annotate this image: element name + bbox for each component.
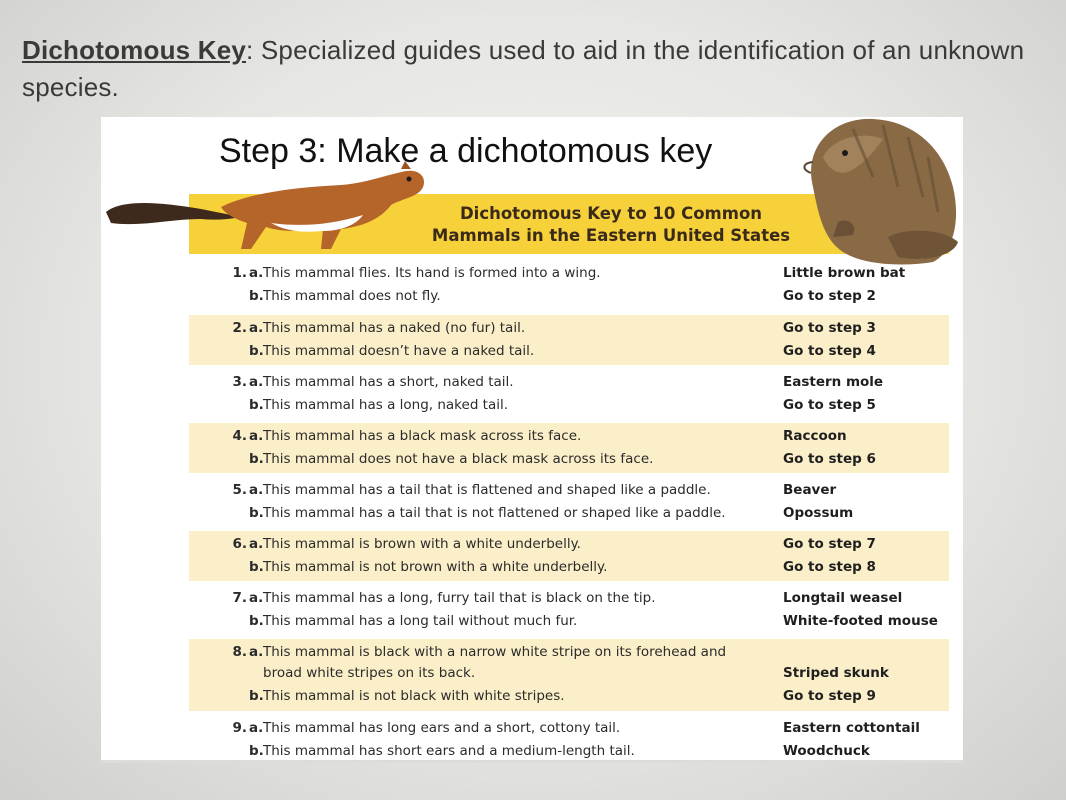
option-a-marker: a. [249, 536, 264, 552]
key-step-row [189, 423, 949, 473]
option-b-result: Go to step 6 [783, 451, 876, 467]
key-step-row [189, 585, 949, 635]
option-b-marker: b. [249, 397, 264, 413]
option-b-marker: b. [249, 451, 264, 467]
key-step-row [189, 477, 949, 527]
key-line [189, 556, 949, 578]
option-b-result: Opossum [783, 505, 854, 521]
option-a-marker: a. [249, 265, 264, 281]
option-b-marker: b. [249, 288, 264, 304]
option-b-marker: b. [249, 343, 264, 359]
key-title-line2: Mammals in the Eastern United States [431, 226, 791, 245]
option-b-marker: b. [249, 505, 264, 521]
option-a-text-cont: broad white stripes on its back. [263, 665, 476, 681]
option-a-text: This mammal has a tail that is flattened and shaped like a paddle. [263, 482, 711, 498]
step-number: 3. [232, 374, 247, 390]
option-a-text: This mammal is brown with a white underbelly. [263, 536, 581, 552]
option-a-result: Go to step 3 [783, 320, 876, 336]
key-line [189, 740, 949, 762]
option-b-text: This mammal has a long tail without much fur. [263, 613, 578, 629]
option-a-marker: a. [249, 720, 264, 736]
key-line [189, 394, 949, 416]
option-a-result: Beaver [783, 482, 837, 498]
figure-bottom-edge [101, 760, 963, 763]
option-a-result: Eastern mole [783, 374, 884, 390]
key-step-row [189, 531, 949, 581]
key-line [189, 448, 949, 470]
key-line [189, 685, 949, 707]
key-line [189, 717, 949, 739]
key-line [189, 502, 949, 524]
key-line [189, 587, 949, 609]
option-a-marker: a. [249, 428, 264, 444]
step-number: 5. [232, 482, 247, 498]
option-a-marker: a. [249, 590, 264, 606]
option-a-text: This mammal has a naked (no fur) tail. [263, 320, 526, 336]
option-a-text: This mammal has long ears and a short, cottony tail. [263, 720, 621, 736]
option-a-text: This mammal is black with a narrow white stripe on its forehead and [263, 644, 727, 660]
slide-heading [22, 32, 1032, 106]
option-a-result: Eastern cottontail [783, 720, 920, 736]
step-number: 4. [232, 428, 247, 444]
woodchuck-illustration [793, 117, 963, 267]
key-line [189, 425, 949, 447]
option-b-text: This mammal is not brown with a white underbelly. [263, 559, 608, 575]
option-a-text: This mammal has a black mask across its face. [263, 428, 582, 444]
weasel-illustration [101, 157, 431, 257]
step-number: 9. [232, 720, 247, 736]
key-line [189, 479, 949, 501]
option-b-result: Woodchuck [783, 743, 870, 759]
key-step-row [189, 639, 949, 711]
key-line [189, 317, 949, 339]
dichotomous-key-figure [101, 117, 963, 762]
key-line [189, 641, 949, 663]
option-b-marker: b. [249, 743, 264, 759]
option-a-result: Striped skunk [783, 665, 889, 681]
key-line [189, 533, 949, 555]
step-number: 7. [232, 590, 247, 606]
key-step-row [189, 260, 949, 310]
figure-caption: Step 3: Make a dichotomous key [219, 132, 713, 170]
step-number: 1. [232, 265, 247, 281]
key-line [189, 285, 949, 307]
key-definition: : Specialized guides used to aid in the identification of an unknown species. [22, 35, 1025, 102]
option-b-marker: b. [249, 613, 264, 629]
option-a-marker: a. [249, 374, 264, 390]
key-title [361, 203, 861, 247]
option-b-text: This mammal has a long, naked tail. [263, 397, 509, 413]
option-b-text: This mammal has a tail that is not flattened or shaped like a paddle. [263, 505, 726, 521]
option-b-text: This mammal has short ears and a medium-length tail. [263, 743, 635, 759]
option-b-result: Go to step 8 [783, 559, 876, 575]
key-term: Dichotomous Key [22, 35, 247, 65]
option-b-text: This mammal does not have a black mask across its face. [263, 451, 654, 467]
option-a-text: This mammal has a short, naked tail. [263, 374, 514, 390]
option-b-result: Go to step 5 [783, 397, 876, 413]
option-b-text: This mammal is not black with white stripes. [263, 688, 565, 704]
option-b-text: This mammal does not fly. [263, 288, 441, 304]
option-a-result: Go to step 7 [783, 536, 876, 552]
option-a-result: Little brown bat [783, 265, 906, 281]
option-a-marker: a. [249, 644, 264, 660]
option-b-result: Go to step 4 [783, 343, 876, 359]
step-number: 2. [232, 320, 247, 336]
key-line [189, 610, 949, 632]
step-number: 6. [232, 536, 247, 552]
key-step-row [189, 369, 949, 419]
key-step-row [189, 315, 949, 365]
option-b-marker: b. [249, 559, 264, 575]
option-a-result: Longtail weasel [783, 590, 903, 606]
option-a-marker: a. [249, 482, 264, 498]
key-line [189, 340, 949, 362]
option-b-text: This mammal doesn’t have a naked tail. [263, 343, 535, 359]
key-line [189, 662, 949, 684]
option-a-result: Raccoon [783, 428, 847, 444]
step-number: 8. [232, 644, 247, 660]
option-b-result: Go to step 9 [783, 688, 876, 704]
key-step-row [189, 715, 949, 762]
option-b-marker: b. [249, 688, 264, 704]
option-b-result: White-footed mouse [783, 613, 938, 629]
option-a-text: This mammal flies. Its hand is formed into a wing. [263, 265, 601, 281]
key-title-line1: Dichotomous Key to 10 Common [459, 204, 763, 223]
option-b-result: Go to step 2 [783, 288, 876, 304]
option-a-text: This mammal has a long, furry tail that is black on the tip. [263, 590, 656, 606]
option-a-marker: a. [249, 320, 264, 336]
key-line [189, 371, 949, 393]
